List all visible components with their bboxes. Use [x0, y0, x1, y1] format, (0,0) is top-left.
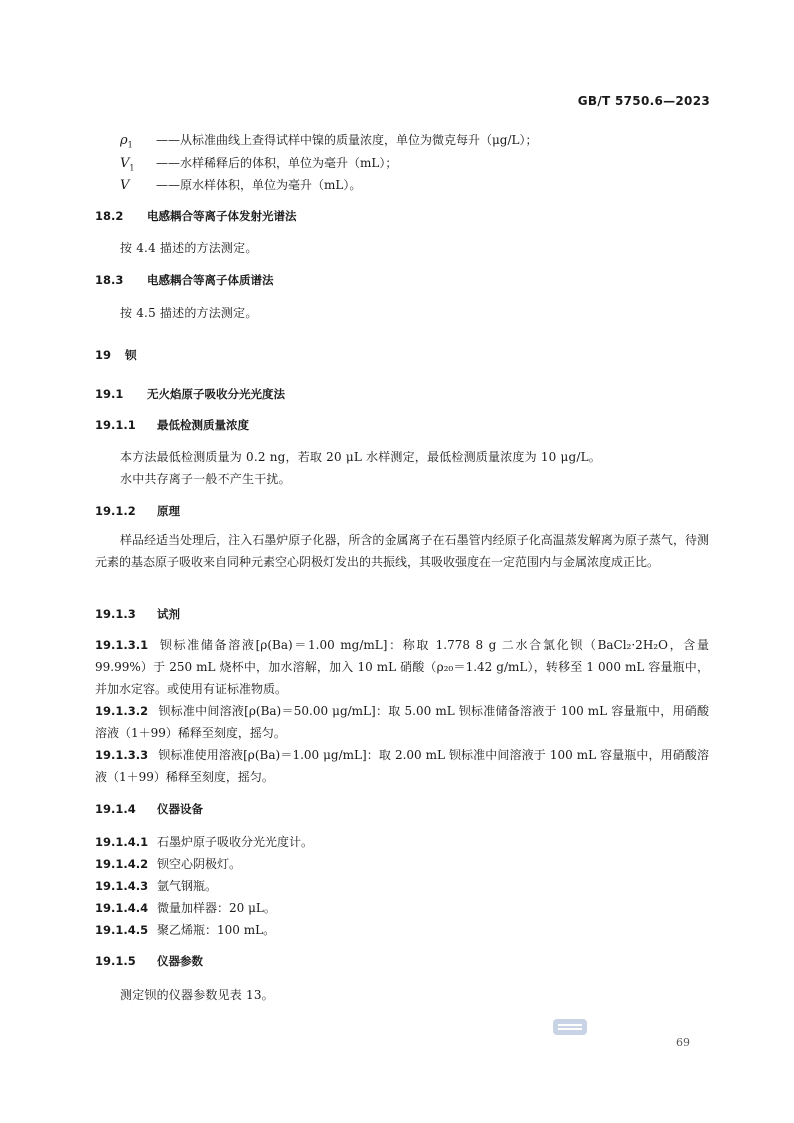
section-number: 19.1	[95, 387, 124, 401]
equipment-item-19-1-4-5	[95, 921, 275, 938]
symbol: $\rho_1$	[120, 133, 133, 150]
watermark-shape	[553, 1019, 587, 1035]
definition-text: ——水样稀释后的体积，单位为毫升（mL）；	[156, 156, 398, 170]
item-number: 19.1.4.1	[95, 835, 149, 849]
item-text: 钡标准使用溶液[ρ(Ba)＝1.00 μg/mL]：取 2.00 mL 钡标准中间溶液于 100 mL 容量瓶中，用硝酸溶液（1＋99）稀释至刻度，摇匀。	[95, 748, 709, 784]
heading-19-1	[95, 386, 285, 402]
definition-v	[120, 176, 361, 195]
paragraph-19-1-1-a: 本方法最低检测质量为 0.2 ng，若取 20 μL 水样测定，最低检测质量浓度为 10 μg/L。	[120, 450, 601, 464]
equipment-item-19-1-4-3	[95, 877, 217, 894]
item-text: 微量加样器：20 μL。	[157, 901, 276, 915]
heading-19	[95, 347, 137, 363]
section-title: 仪器参数	[157, 954, 203, 968]
page-number: 69	[676, 1036, 690, 1049]
watermark-logo-icon	[553, 1018, 587, 1036]
section-title: 试剂	[157, 607, 180, 621]
section-title: 仪器设备	[157, 802, 203, 816]
section-title: 原理	[157, 504, 180, 518]
definition-v1	[120, 154, 397, 173]
heading-19-1-5	[95, 953, 203, 969]
reagent-item-19-1-3-1	[95, 634, 709, 700]
section-number: 19.1.3	[95, 607, 136, 621]
reagent-item-19-1-3-3	[95, 744, 709, 788]
definition-rho1	[120, 131, 538, 150]
definition-text: ——从标准曲线上查得试样中镍的质量浓度，单位为微克每升（μg/L）；	[156, 133, 538, 147]
section-number: 19	[95, 348, 112, 362]
item-number: 19.1.3.2	[95, 704, 149, 718]
section-title: 电感耦合等离子体发射光谱法	[147, 209, 297, 223]
item-text: 聚乙烯瓶：100 mL。	[157, 923, 276, 937]
item-text: 钡标准储备溶液[ρ(Ba)＝1.00 mg/mL]：称取 1.778 8 g 二水合氯化钡（BaCl₂·2H₂O，含量 99.99%）于 250 mL 烧杯中，加水溶解，加入 10 mL 硝酸（ρ₂₀＝1.42 g/mL），转移至 1 000 mL 容量瓶中，并加水定容。或使用有证标准物质。	[95, 638, 709, 696]
item-number: 19.1.4.3	[95, 879, 149, 893]
watermark-stripe	[558, 1024, 582, 1026]
item-text: 钡标准中间溶液[ρ(Ba)＝50.00 μg/mL]：取 5.00 mL 钡标准储备溶液于 100 mL 容量瓶中，用硝酸溶液（1＋99）稀释至刻度，摇匀。	[95, 704, 709, 740]
item-text: 钡空心阴极灯。	[157, 857, 242, 871]
equipment-item-19-1-4-1	[95, 833, 313, 850]
section-number: 18.2	[95, 209, 124, 223]
section-title: 最低检测质量浓度	[157, 418, 249, 432]
heading-18-3	[95, 272, 274, 288]
section-number: 19.1.2	[95, 504, 136, 518]
paragraph-18-3: 按 4.5 描述的方法测定。	[120, 306, 258, 320]
paragraph-18-2: 按 4.4 描述的方法测定。	[120, 241, 258, 255]
heading-18-2	[95, 208, 297, 224]
heading-19-1-3	[95, 606, 180, 622]
equipment-item-19-1-4-2	[95, 855, 241, 872]
heading-19-1-2	[95, 503, 180, 519]
paragraph-19-1-1-b: 水中共存离子一般不产生干扰。	[120, 472, 291, 486]
item-number: 19.1.3.3	[95, 748, 149, 762]
section-number: 19.1.1	[95, 418, 136, 432]
heading-19-1-4	[95, 801, 203, 817]
section-number: 19.1.5	[95, 954, 136, 968]
section-title: 钡	[125, 348, 137, 362]
standard-number: GB/T 5750.6—2023	[577, 94, 710, 108]
watermark-stripe	[558, 1028, 582, 1030]
symbol: $V_1$	[120, 156, 135, 173]
heading-19-1-1	[95, 417, 249, 433]
section-number: 19.1.4	[95, 802, 136, 816]
item-number: 19.1.4.5	[95, 923, 149, 937]
definition-text: ——原水样体积，单位为毫升（mL）。	[156, 178, 362, 192]
item-text: 石墨炉原子吸收分光光度计。	[157, 835, 314, 849]
item-number: 19.1.4.4	[95, 901, 149, 915]
reagent-item-19-1-3-2	[95, 700, 709, 744]
section-title: 无火焰原子吸收分光光度法	[147, 387, 285, 401]
item-text: 氩气钢瓶。	[157, 879, 218, 893]
section-title: 电感耦合等离子体质谱法	[147, 273, 274, 287]
paragraph-19-1-2: 样品经适当处理后，注入石墨炉原子化器，所含的金属离子在石墨管内经原子化高温蒸发解离为原子蒸气，待测元素的基态原子吸收来自同种元素空心阴极灯发出的共振线，其吸收强度在一定范围内与金属浓度成正比。	[95, 533, 709, 569]
item-number: 19.1.4.2	[95, 857, 149, 871]
section-number: 18.3	[95, 273, 124, 287]
symbol: V	[120, 178, 130, 193]
paragraph-19-1-5: 测定钡的仪器参数见表 13。	[120, 988, 274, 1002]
item-number: 19.1.3.1	[95, 638, 149, 652]
equipment-item-19-1-4-4	[95, 899, 276, 916]
